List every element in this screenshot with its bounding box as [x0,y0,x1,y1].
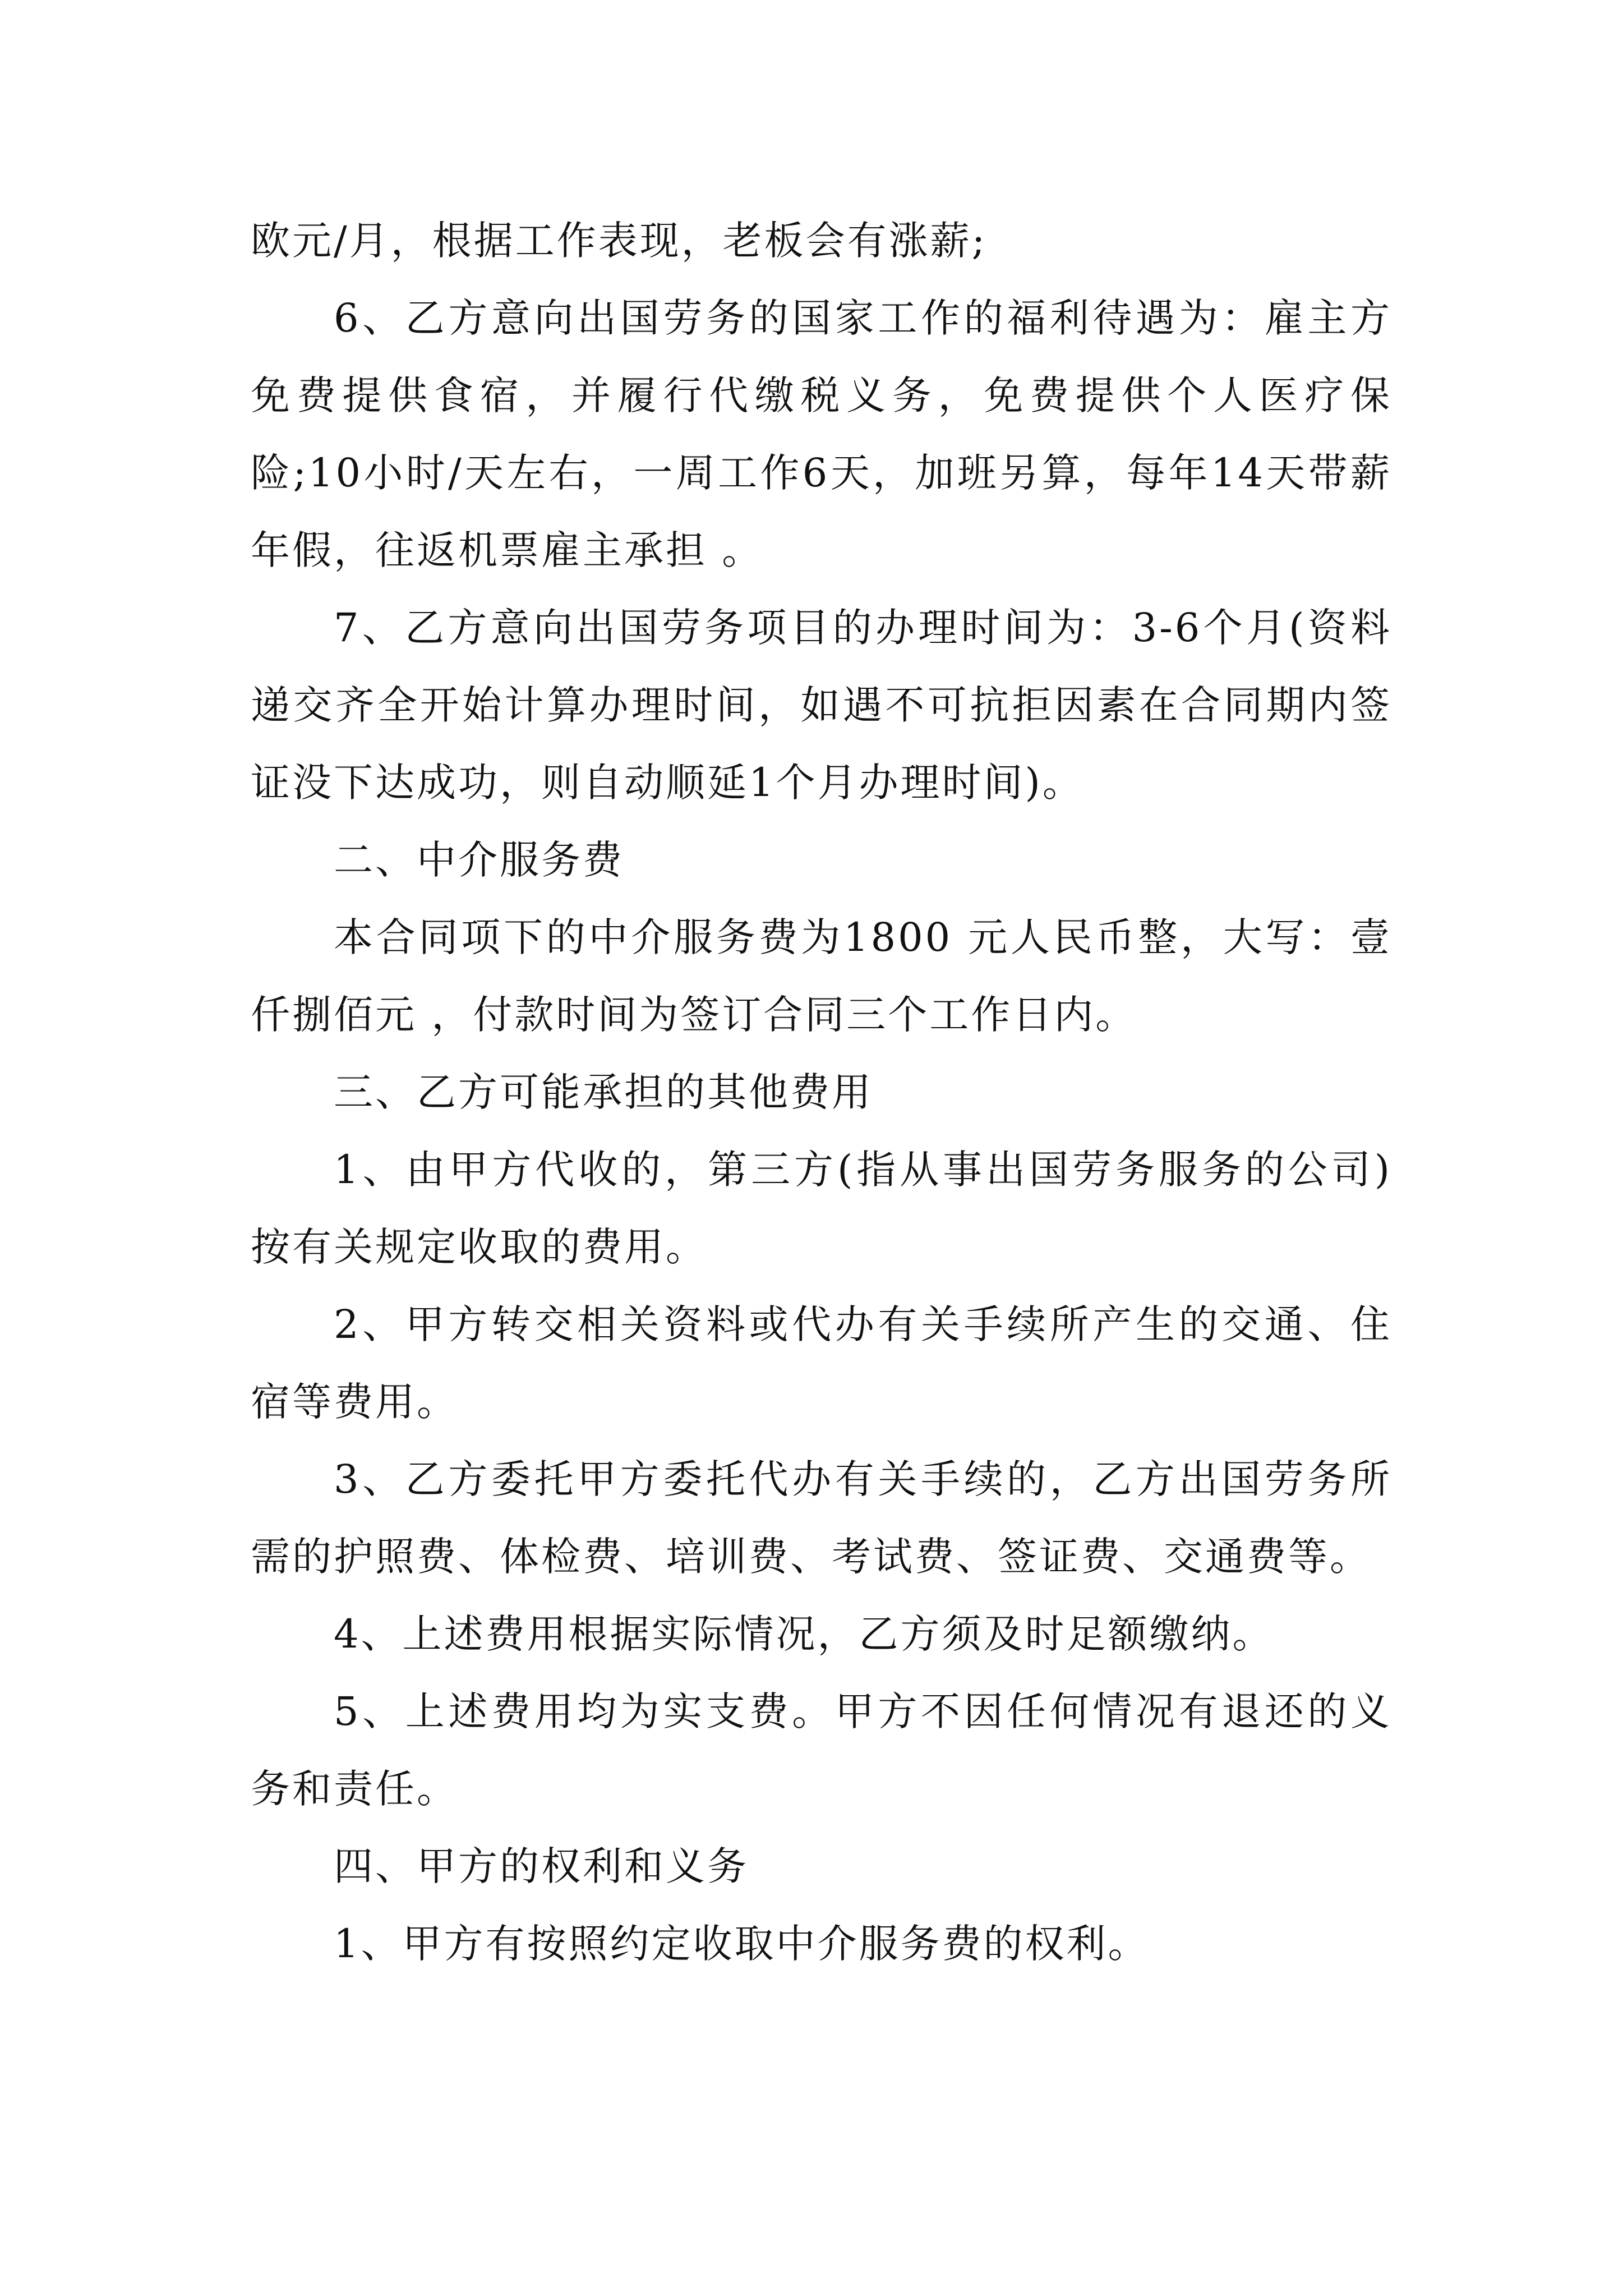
paragraph-fee-item-5: 5、上述费用均为实支费。甲方不因任何情况有退还的义务和责任。 [251,1688,1392,1812]
paragraph-clause-7-processing-time: 7、乙方意向出国劳务项目的办理时间为：3-6个月(资料递交齐全开始计算办理时间，如遇不可抗拒因素在合同期内签证没下达成功，则自动顺延1个月办理时间)。 [251,605,1392,806]
section-heading-service-fee: 二、中介服务费 [334,837,624,883]
paragraph-fee-item-4: 4、上述费用根据实际情况，乙方须及时足额缴纳。 [334,1611,1274,1657]
paragraph-fee-item-1: 1、由甲方代收的，第三方(指从事出国劳务服务的公司)按有关规定收取的费用。 [251,1147,1392,1270]
paragraph-fee-item-3: 3、乙方委托甲方委托代办有关手续的，乙方出国劳务所需的护照费、体检费、培训费、考试费、签证费、交通费等。 [251,1456,1392,1580]
section-heading-other-fees: 三、乙方可能承担的其他费用 [334,1069,873,1115]
paragraph-party-a-right-1: 1、甲方有按照约定收取中介服务费的权利。 [334,1921,1150,1967]
section-heading-party-a-rights: 四、甲方的权利和义务 [334,1843,749,1889]
paragraph-service-fee-amount: 本合同项下的中介服务费为1800 元人民币整，大写：壹仟捌佰元 ，付款时间为签订合同三个工作日内。 [251,914,1392,1038]
paragraph-fee-item-2: 2、甲方转交相关资料或代办有关手续所产生的交通、住宿等费用。 [251,1301,1392,1425]
document-body [251,202,1392,1982]
paragraph-clause-6-benefits: 6、乙方意向出国劳务的国家工作的福利待遇为：雇主方免费提供食宿，并履行代缴税义务，免费提供个人医疗保险;10小时/天左右，一周工作6天，加班另算，每年14天带薪年假，往返机票雇主承担 。 [251,295,1392,573]
paragraph-salary-continuation: 欧元/月，根据工作表现，老板会有涨薪; [251,218,988,264]
